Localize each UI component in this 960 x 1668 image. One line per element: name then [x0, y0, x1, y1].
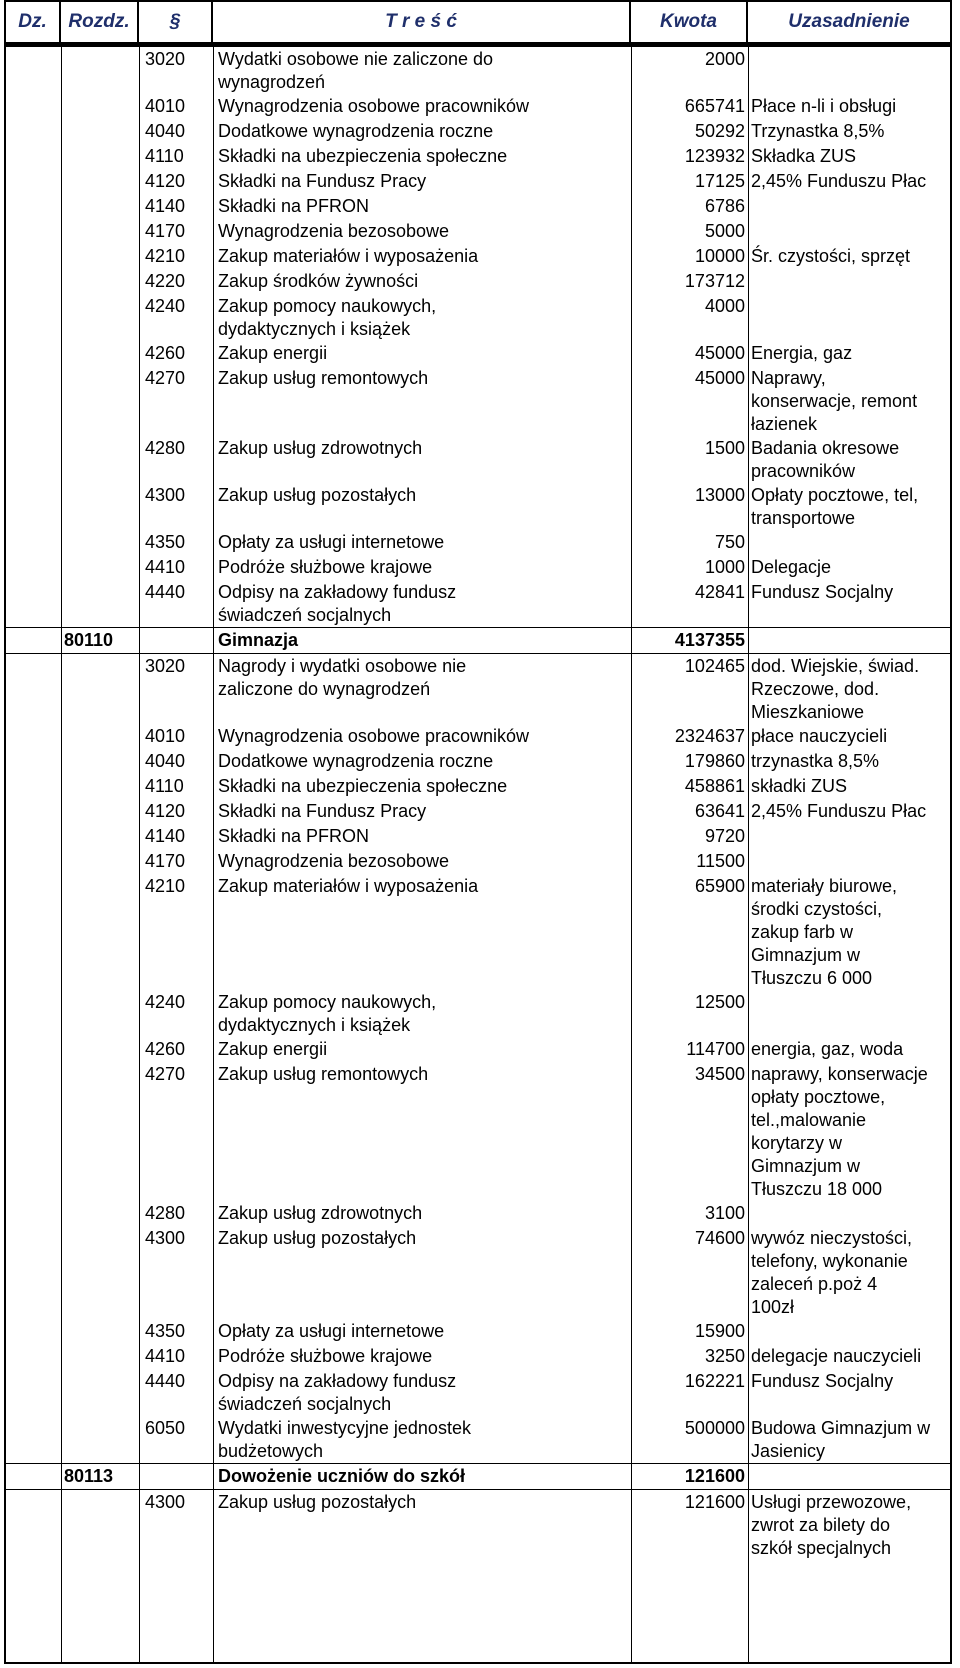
cell-rozdz — [61, 555, 139, 580]
cell-rozdz — [61, 294, 139, 341]
cell-dz — [6, 555, 61, 580]
cell-uzasadnienie: składki ZUS — [751, 776, 848, 796]
cell-rozdz — [61, 47, 139, 94]
column-divider — [748, 47, 749, 1662]
cell-uzasadnienie: trzynastka 8,5% — [751, 751, 880, 771]
cell-rozdz — [61, 1369, 139, 1416]
cell-uzasadnienie: Opłaty pocztowe, tel, transportowe — [751, 485, 919, 528]
cell-paragraph: 4280 — [145, 1203, 186, 1223]
cell-tresc: Zakup energii — [218, 1039, 328, 1059]
cell-tresc: Opłaty za usługi internetowe — [218, 1321, 445, 1341]
cell-tresc: Gimnazja — [218, 630, 299, 650]
budget-table — [4, 0, 952, 1664]
cell-kwota: 3250 — [704, 1346, 745, 1366]
table-row — [6, 194, 950, 219]
cell-uzasadnienie — [748, 294, 950, 341]
cell-uzasadnienie: dod. Wiejskie, świad. Rzeczowe, dod. Mieszkaniowe — [751, 656, 920, 722]
cell-dz — [6, 1201, 61, 1226]
table-row — [6, 219, 950, 244]
cell-kwota: 1000 — [704, 557, 745, 577]
table-row — [6, 244, 950, 269]
cell-rozdz — [61, 724, 139, 749]
cell-dz — [6, 119, 61, 144]
cell-rozdz — [61, 1319, 139, 1344]
cell-rozdz — [61, 366, 139, 436]
cell-kwota: 750 — [714, 532, 745, 552]
table-row — [6, 1062, 950, 1201]
cell-dz — [6, 990, 61, 1037]
cell-paragraph: 4240 — [145, 992, 186, 1012]
cell-tresc: Składki na ubezpieczenia społeczne — [218, 146, 508, 166]
cell-uzasadnienie: Badania okresowe pracowników — [751, 438, 900, 481]
header-paragraph: § — [139, 2, 213, 42]
cell-paragraph: 4300 — [145, 1228, 186, 1248]
cell-rozdz — [61, 824, 139, 849]
header-rozdz: Rozdz. — [61, 2, 139, 42]
cell-paragraph: 4280 — [145, 438, 186, 458]
header-dz: Dz. — [6, 2, 61, 42]
cell-dz — [6, 219, 61, 244]
table-row — [6, 749, 950, 774]
cell-paragraph: 4440 — [145, 1371, 186, 1391]
cell-paragraph: 4120 — [145, 801, 186, 821]
cell-tresc: Wynagrodzenia bezosobowe — [218, 221, 449, 241]
cell-uzasadnienie: Składka ZUS — [751, 146, 857, 166]
cell-dz — [6, 1037, 61, 1062]
cell-dz — [6, 144, 61, 169]
cell-rozdz — [61, 1201, 139, 1226]
cell-paragraph: 4170 — [145, 851, 186, 871]
cell-dz — [6, 341, 61, 366]
cell-paragraph: 4040 — [145, 121, 186, 141]
cell-rozdz — [61, 580, 139, 627]
cell-paragraph: 4240 — [145, 296, 186, 316]
cell-tresc: Zakup usług pozostałych — [218, 485, 417, 505]
cell-dz — [6, 483, 61, 530]
cell-uzasadnienie — [748, 1319, 950, 1344]
cell-dz — [6, 94, 61, 119]
table-row — [6, 94, 950, 119]
table-row — [6, 1037, 950, 1062]
cell-rozdz — [61, 269, 139, 294]
table-row — [6, 580, 950, 627]
cell-rozdz — [61, 169, 139, 194]
cell-paragraph: 3020 — [145, 49, 186, 69]
column-divider — [213, 47, 214, 1662]
cell-kwota: 13000 — [694, 485, 745, 505]
cell-paragraph: 4350 — [145, 1321, 186, 1341]
cell-dz — [6, 169, 61, 194]
cell-dz — [6, 654, 61, 724]
cell-uzasadnienie — [748, 530, 950, 555]
table-row — [6, 990, 950, 1037]
cell-uzasadnienie: Płace n-li i obsługi — [751, 96, 897, 116]
cell-uzasadnienie: Naprawy, konserwacje, remont łazienek — [751, 368, 918, 434]
cell-tresc: Składki na Fundusz Pracy — [218, 801, 427, 821]
cell-kwota: 4000 — [704, 296, 745, 316]
table-header — [6, 2, 950, 47]
table-row — [6, 1344, 950, 1369]
cell-kwota: 45000 — [694, 343, 745, 363]
table-row — [6, 1319, 950, 1344]
header-kwota: Kwota — [631, 2, 748, 42]
cell-dz — [6, 874, 61, 990]
cell-tresc: Zakup środków żywności — [218, 271, 419, 291]
cell-rozdz: 80113 — [64, 1466, 114, 1486]
cell-dz — [6, 244, 61, 269]
cell-paragraph: 4300 — [145, 485, 186, 505]
cell-dz — [6, 849, 61, 874]
section-row — [6, 627, 950, 654]
cell-dz — [6, 1344, 61, 1369]
cell-kwota: 2000 — [704, 49, 745, 69]
cell-kwota: 10000 — [694, 246, 745, 266]
column-divider — [139, 47, 140, 1662]
cell-dz — [6, 294, 61, 341]
table-row — [6, 1416, 950, 1463]
cell-paragraph: 4040 — [145, 751, 186, 771]
cell-tresc: Zakup materiałów i wyposażenia — [218, 246, 479, 266]
cell-dz — [6, 1062, 61, 1201]
cell-kwota: 74600 — [694, 1228, 745, 1248]
cell-tresc: Zakup usług zdrowotnych — [218, 1203, 423, 1223]
table-row — [6, 119, 950, 144]
cell-uzasadnienie: energia, gaz, woda — [751, 1039, 904, 1059]
table-row — [6, 294, 950, 341]
table-row — [6, 1369, 950, 1416]
cell-paragraph: 4140 — [145, 826, 186, 846]
cell-paragraph: 4170 — [145, 221, 186, 241]
cell-tresc: Zakup materiałów i wyposażenia — [218, 876, 479, 896]
cell-paragraph: 4010 — [145, 96, 186, 116]
cell-uzasadnienie: delegacje nauczycieli — [751, 1346, 922, 1366]
cell-rozdz — [61, 1344, 139, 1369]
cell-kwota: 17125 — [694, 171, 745, 191]
cell-tresc: Zakup pomocy naukowych, dydaktycznych i książek — [218, 992, 437, 1035]
cell-tresc: Nagrody i wydatki osobowe nie zaliczone do wynagrodzeń — [218, 656, 467, 699]
cell-tresc: Odpisy na zakładowy fundusz świadczeń socjalnych — [218, 582, 457, 625]
cell-kwota: 179860 — [684, 751, 745, 771]
header-tresc: T r e ś ć — [213, 2, 631, 42]
cell-rozdz — [61, 749, 139, 774]
cell-paragraph: 4410 — [145, 1346, 186, 1366]
cell-kwota: 102465 — [684, 656, 745, 676]
table-row — [6, 47, 950, 94]
table-body — [6, 47, 950, 1662]
cell-uzasadnienie — [748, 194, 950, 219]
cell-tresc: Dodatkowe wynagrodzenia roczne — [218, 121, 494, 141]
cell-tresc: Odpisy na zakładowy fundusz świadczeń socjalnych — [218, 1371, 457, 1414]
cell-kwota: 15900 — [694, 1321, 745, 1341]
table-row — [6, 169, 950, 194]
cell-kwota: 9720 — [704, 826, 745, 846]
cell-kwota: 121600 — [684, 1466, 745, 1486]
cell-kwota: 458861 — [684, 776, 745, 796]
table-row — [6, 555, 950, 580]
cell-kwota: 11500 — [696, 851, 745, 871]
cell-rozdz: 80110 — [64, 630, 114, 650]
column-divider — [631, 47, 632, 1662]
cell-uzasadnienie — [748, 849, 950, 874]
cell-tresc: Zakup usług zdrowotnych — [218, 438, 423, 458]
cell-tresc: Zakup usług remontowych — [218, 1064, 429, 1084]
cell-uzasadnienie: naprawy, konserwacje opłaty pocztowe, tel.,malowanie korytarzy w Gimnazjum w Tłuszczu 18 000 — [751, 1064, 928, 1199]
column-divider — [61, 47, 62, 1662]
cell-uzasadnienie — [748, 990, 950, 1037]
cell-tresc: Podróże służbowe krajowe — [218, 1346, 433, 1366]
cell-dz — [6, 1464, 61, 1489]
cell-tresc: Wydatki inwestycyjne jednostek budżetowych — [218, 1418, 471, 1461]
cell-kwota: 42841 — [694, 582, 745, 602]
cell-dz — [6, 799, 61, 824]
cell-uzasadnienie: Śr. czystości, sprzęt — [751, 246, 911, 266]
cell-dz — [6, 436, 61, 483]
cell-paragraph: 4010 — [145, 726, 186, 746]
cell-rozdz — [61, 436, 139, 483]
cell-paragraph: 4210 — [145, 876, 186, 896]
table-row — [6, 366, 950, 436]
table-row — [6, 1226, 950, 1319]
cell-paragraph: 4300 — [145, 1492, 186, 1512]
cell-paragraph: 4110 — [145, 776, 184, 796]
cell-tresc: Wynagrodzenia bezosobowe — [218, 851, 449, 871]
cell-rozdz — [61, 874, 139, 990]
cell-uzasadnienie: 2,45% Funduszu Płac — [751, 801, 927, 821]
cell-rozdz — [61, 1416, 139, 1463]
table-row — [6, 824, 950, 849]
cell-dz — [6, 194, 61, 219]
cell-kwota: 63641 — [694, 801, 745, 821]
cell-uzasadnienie: Fundusz Socjalny — [751, 582, 894, 602]
cell-dz — [6, 366, 61, 436]
cell-dz — [6, 269, 61, 294]
cell-paragraph — [139, 1464, 213, 1489]
table-row — [6, 530, 950, 555]
cell-uzasadnienie: Energia, gaz — [751, 343, 853, 363]
table-row — [6, 874, 950, 990]
cell-uzasadnienie — [748, 269, 950, 294]
cell-uzasadnienie: płace nauczycieli — [751, 726, 888, 746]
header-uzasadnienie: Uzasadnienie — [788, 11, 910, 32]
cell-rozdz — [61, 94, 139, 119]
table-row — [6, 269, 950, 294]
cell-rozdz — [61, 244, 139, 269]
cell-uzasadnienie: Fundusz Socjalny — [751, 1371, 894, 1391]
cell-paragraph: 4410 — [145, 557, 186, 577]
cell-dz — [6, 774, 61, 799]
cell-tresc: Dodatkowe wynagrodzenia roczne — [218, 751, 494, 771]
cell-kwota: 45000 — [694, 368, 745, 388]
cell-tresc: Zakup pomocy naukowych, dydaktycznych i książek — [218, 296, 437, 339]
cell-tresc: Opłaty za usługi internetowe — [218, 532, 445, 552]
cell-tresc: Zakup usług remontowych — [218, 368, 429, 388]
cell-tresc: Zakup usług pozostałych — [218, 1228, 417, 1248]
table-rows — [6, 47, 950, 1560]
cell-paragraph: 4110 — [145, 146, 184, 166]
cell-kwota: 6786 — [704, 196, 745, 216]
cell-kwota: 34500 — [694, 1064, 745, 1084]
cell-dz — [6, 824, 61, 849]
cell-rozdz — [61, 483, 139, 530]
cell-paragraph: 4350 — [145, 532, 186, 552]
cell-dz — [6, 628, 61, 653]
cell-uzasadnienie: materiały biurowe, środki czystości, zakup farb w Gimnazjum w Tłuszczu 6 000 — [751, 876, 898, 988]
cell-rozdz — [61, 341, 139, 366]
cell-dz — [6, 1416, 61, 1463]
cell-rozdz — [61, 1490, 139, 1560]
cell-uzasadnienie — [748, 47, 950, 94]
table-row — [6, 341, 950, 366]
cell-uzasadnienie: Trzynastka 8,5% — [751, 121, 885, 141]
cell-paragraph: 4440 — [145, 582, 186, 602]
table-row — [6, 144, 950, 169]
table-row — [6, 1201, 950, 1226]
cell-rozdz — [61, 774, 139, 799]
cell-paragraph: 4210 — [145, 246, 186, 266]
cell-paragraph — [139, 628, 213, 653]
cell-dz — [6, 724, 61, 749]
cell-tresc: Wynagrodzenia osobowe pracowników — [218, 726, 530, 746]
cell-kwota: 1500 — [704, 438, 745, 458]
cell-tresc: Wynagrodzenia osobowe pracowników — [218, 96, 530, 116]
cell-rozdz — [61, 1037, 139, 1062]
cell-uzasadnienie: wywóz nieczystości, telefony, wykonanie zaleceń p.poż 4 100zł — [751, 1228, 913, 1317]
table-row — [6, 724, 950, 749]
table-row — [6, 483, 950, 530]
cell-paragraph: 6050 — [145, 1418, 186, 1438]
cell-kwota: 2324637 — [674, 726, 745, 746]
cell-kwota: 4137355 — [674, 630, 745, 650]
cell-rozdz — [61, 144, 139, 169]
cell-uzasadnienie: Usługi przewozowe, zwrot za bilety do szkół specjalnych — [751, 1492, 912, 1558]
cell-rozdz — [61, 799, 139, 824]
cell-rozdz — [61, 654, 139, 724]
cell-kwota: 665741 — [684, 96, 745, 116]
cell-dz — [6, 1226, 61, 1319]
cell-uzasadnienie — [748, 1201, 950, 1226]
cell-tresc: Dowożenie uczniów do szkół — [218, 1466, 466, 1486]
cell-dz — [6, 1319, 61, 1344]
cell-rozdz — [61, 1226, 139, 1319]
cell-dz — [6, 749, 61, 774]
cell-uzasadnienie — [748, 824, 950, 849]
cell-tresc: Składki na PFRON — [218, 826, 370, 846]
cell-rozdz — [61, 194, 139, 219]
cell-paragraph: 4270 — [145, 368, 186, 388]
cell-dz — [6, 580, 61, 627]
cell-paragraph: 4140 — [145, 196, 186, 216]
cell-paragraph: 4270 — [145, 1064, 186, 1084]
cell-kwota: 50292 — [694, 121, 745, 141]
cell-tresc: Składki na PFRON — [218, 196, 370, 216]
cell-paragraph: 4260 — [145, 343, 186, 363]
cell-rozdz — [61, 990, 139, 1037]
cell-kwota: 12500 — [694, 992, 745, 1012]
cell-paragraph: 3020 — [145, 656, 186, 676]
cell-uzasadnienie: Delegacje — [751, 557, 832, 577]
table-row — [6, 774, 950, 799]
cell-tresc: Wydatki osobowe nie zaliczone do wynagrodzeń — [218, 49, 493, 92]
cell-kwota: 162221 — [684, 1371, 745, 1391]
cell-uzasadnienie — [748, 1464, 950, 1489]
cell-kwota: 5000 — [704, 221, 745, 241]
cell-kwota: 121600 — [684, 1492, 745, 1512]
cell-uzasadnienie — [748, 628, 950, 653]
cell-dz — [6, 1369, 61, 1416]
cell-kwota: 3100 — [704, 1203, 745, 1223]
cell-rozdz — [61, 219, 139, 244]
table-row — [6, 436, 950, 483]
cell-uzasadnienie: 2,45% Funduszu Płac — [751, 171, 927, 191]
cell-kwota: 123932 — [684, 146, 745, 166]
cell-rozdz — [61, 1062, 139, 1201]
cell-dz — [6, 47, 61, 94]
cell-kwota: 65900 — [694, 876, 745, 896]
table-row — [6, 849, 950, 874]
cell-uzasadnienie: Budowa Gimnazjum w Jasienicy — [751, 1418, 931, 1461]
cell-tresc: Podróże służbowe krajowe — [218, 557, 433, 577]
cell-tresc: Składki na ubezpieczenia społeczne — [218, 776, 508, 796]
cell-paragraph: 4260 — [145, 1039, 186, 1059]
table-row — [6, 654, 950, 724]
cell-rozdz — [61, 849, 139, 874]
cell-tresc: Zakup energii — [218, 343, 328, 363]
cell-tresc: Zakup usług pozostałych — [218, 1492, 417, 1512]
section-row — [6, 1463, 950, 1490]
cell-kwota: 114700 — [686, 1039, 745, 1059]
cell-tresc: Składki na Fundusz Pracy — [218, 171, 427, 191]
table-row — [6, 799, 950, 824]
cell-rozdz — [61, 119, 139, 144]
table-row — [6, 1490, 950, 1560]
cell-rozdz — [61, 530, 139, 555]
cell-uzasadnienie — [748, 219, 950, 244]
cell-paragraph: 4220 — [145, 271, 186, 291]
cell-kwota: 500000 — [684, 1418, 745, 1438]
cell-kwota: 173712 — [684, 271, 745, 291]
cell-dz — [6, 530, 61, 555]
cell-dz — [6, 1490, 61, 1560]
cell-paragraph: 4120 — [145, 171, 186, 191]
